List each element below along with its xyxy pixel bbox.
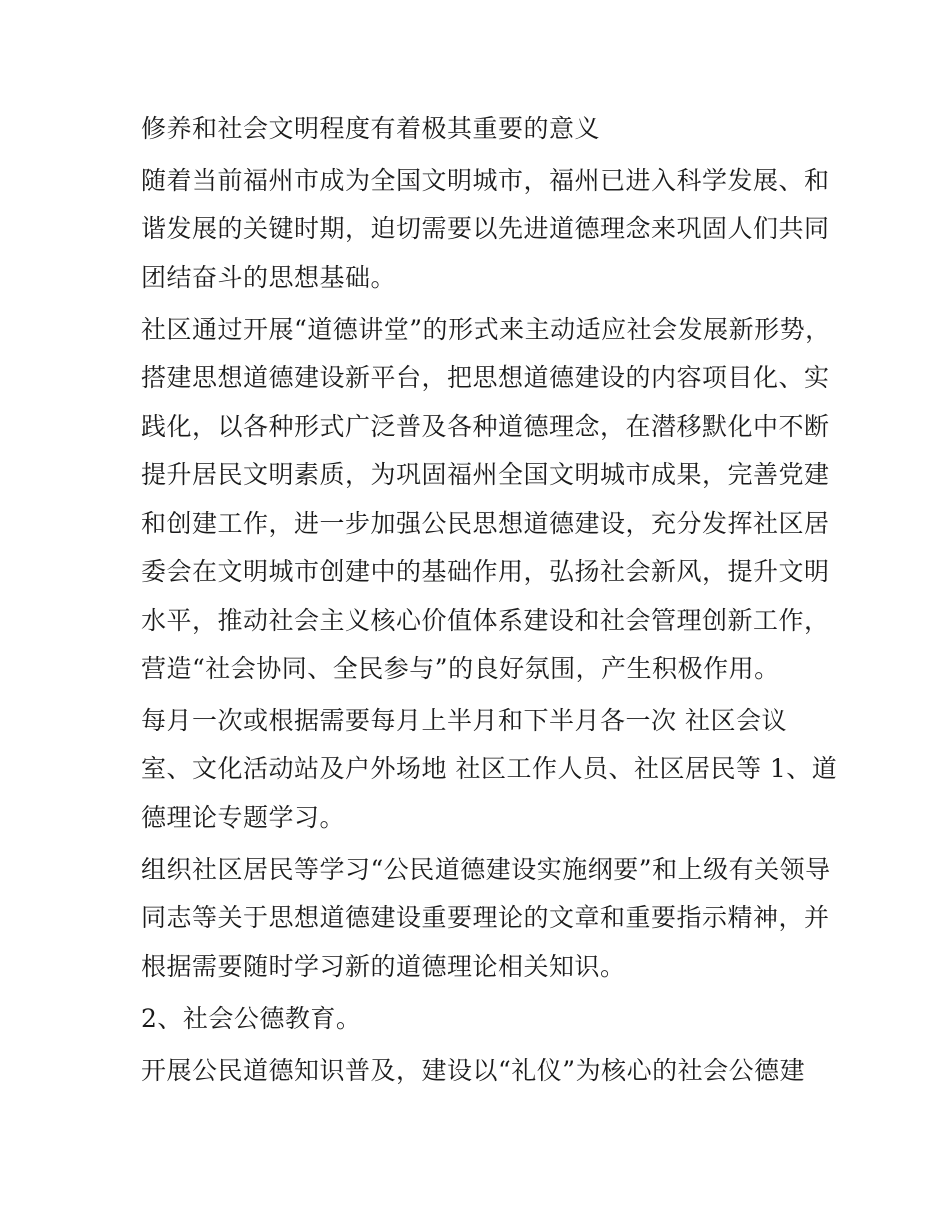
text-line: 每月一次或根据需要每月上半月和下半月各一次 社区会议 [141,706,787,735]
text-line: 水平，推动社会主义核心价值体系建设和社会管理创新工作， [141,606,830,635]
text-line: 委会在文明城市创建中的基础作用，弘扬社会新风，提升文明 [141,557,830,586]
text-line: 谐发展的关键时期，迫切需要以先进道德理念来巩固人们共同 [141,214,830,243]
text-line: 同志等关于思想道德建设重要理论的文章和重要指示精神，并 [141,903,830,932]
text-line: 随着当前福州市成为全国文明城市，福州已进入科学发展、和 [141,166,830,195]
text-line: 德理论专题学习。 [141,803,346,832]
text-line: 2、社会公德教育。 [141,1004,362,1033]
text-line: 修养和社会文明程度有着极其重要的意义 [141,114,601,143]
text-line: 践化，以各种形式广泛普及各种道德理念，在潜移默化中不断 [141,412,830,441]
text-line: 室、文化活动站及户外场地 社区工作人员、社区居民等 1、道 [141,754,838,783]
text-line: 根据需要随时学习新的道德理论相关知识。 [141,952,626,981]
text-line: 社区通过开展“道德讲堂”的形式来主动适应社会发展新形势， [141,315,831,344]
text-line: 搭建思想道德建设新平台，把思想道德建设的内容项目化、实 [141,363,830,392]
text-line: 营造“社会协同、全民参与”的良好氛围，产生积极作用。 [141,654,780,683]
text-line: 团结奋斗的思想基础。 [141,263,397,292]
text-line: 开展公民道德知识普及，建设以“礼仪”为核心的社会公德建 [141,1056,806,1085]
text-line: 组织社区居民等学习“公民道德建设实施纲要”和上级有关领导 [141,855,831,884]
text-line: 提升居民文明素质，为巩固福州全国文明城市成果，完善党建 [141,460,830,489]
text-line: 和创建工作，进一步加强公民思想道德建设，充分发挥社区居 [141,509,830,538]
